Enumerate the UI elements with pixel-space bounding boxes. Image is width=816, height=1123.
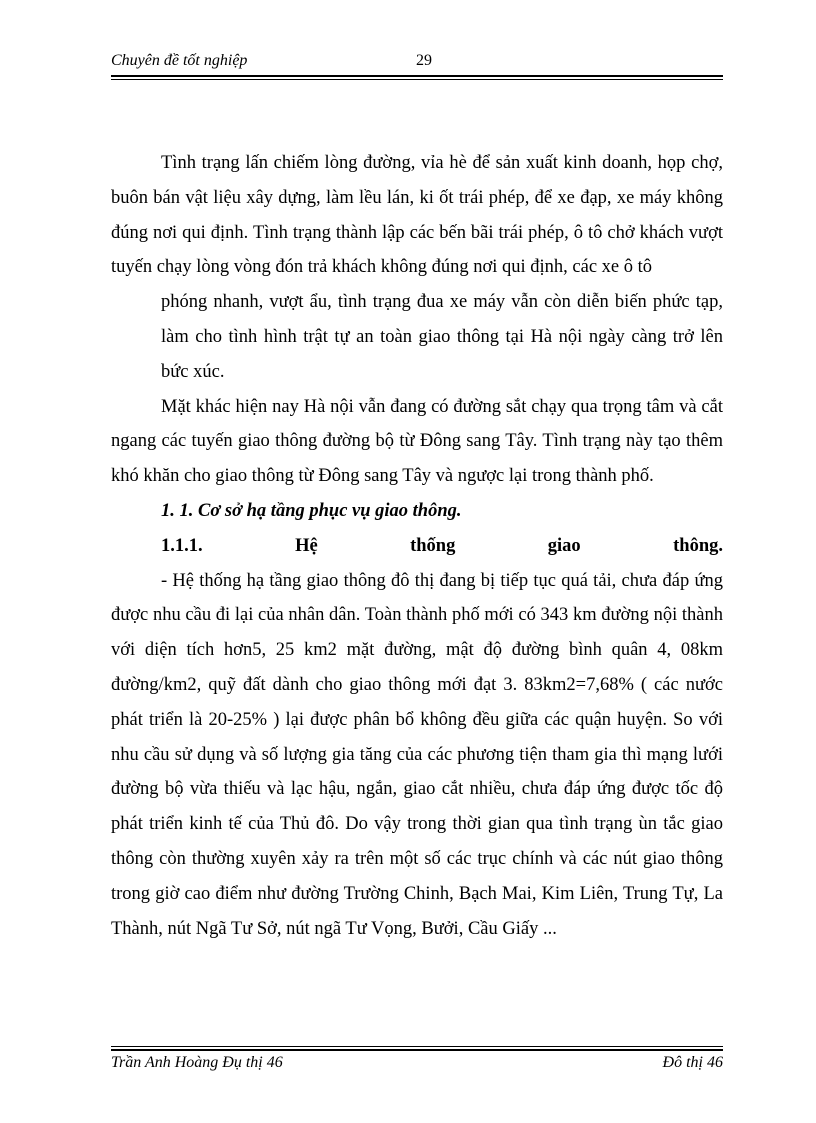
subsection-number: 1.1.1.: [161, 535, 203, 556]
header-title: Chuyên đề tốt nghiệp: [111, 52, 248, 69]
footer-rule-thin: [111, 1046, 723, 1047]
document-body: [111, 146, 723, 946]
paragraph-2: phóng nhanh, vượt ẩu, tình trạng đua xe máy vẫn còn diễn biến phức tạp, làm cho tình hình trật tự an toàn giao thông tại Hà nội ngày càng trở lên bức xúc.: [161, 292, 723, 382]
footer-rule: [111, 1049, 723, 1051]
subsection-heading: [111, 529, 723, 564]
header-rule: [111, 75, 723, 77]
header-rule-thin: [111, 79, 723, 80]
subsection-word: thông.: [673, 535, 723, 556]
paragraph-3: Mặt khác hiện nay Hà nội vẫn đang có đường sắt chạy qua trọng tâm và cắt ngang các tuyến giao thông đường bộ từ Đông sang Tây. Tình trạng này tạo thêm khó khăn cho giao thông từ Đông sang Tây và ngược lại trong thành phố.: [111, 396, 723, 487]
subsection-word: thống: [410, 535, 456, 556]
page-header: [111, 50, 723, 78]
footer-department: Đô thị 46: [662, 1054, 723, 1071]
subsection-word: giao: [547, 535, 581, 556]
subsection-word: Hệ: [295, 535, 318, 556]
header-page-number: 29: [416, 52, 432, 69]
paragraph-4: - Hệ thống hạ tầng giao thông đô thị đang bị tiếp tục quá tải, chưa đáp ứng được nhu cầu đi lại của nhân dân. Toàn thành phố mới có 343 km đường nội thành với diện tích hơn5, 25 km2 mặt đường, mật độ đường bình quân 4, 08km đường/km2, quỹ đất dành cho giao thông mới đạt 3. 83km2=7,68% ( các nước phát triển là 20-25% ) lại được phân bổ không đều giữa các quận huyện. So với nhu cầu sử dụng và số lượng gia tăng của các phương tiện tham gia thì mạng lưới đường bộ vừa thiếu và lạc hậu, ngắn, giao cắt nhiều, chưa đáp ứng được tốc độ phát triển kinh tế của Thủ đô. Do vậy trong thời gian qua tình trạng ùn tắc giao thông còn thường xuyên xảy ra trên một số các trục chính và các nút giao thông trong giờ cao điểm như đường Trường Chinh, Bạch Mai, Kim Liên, Trung Tự, La Thành, nút Ngã Tư Sở, nút ngã Tư Vọng, Bưởi, Cầu Giấy ...: [111, 570, 723, 939]
paragraph-1: Tình trạng lấn chiếm lòng đường, vỉa hè để sản xuất kinh doanh, họp chợ, buôn bán vật liệu xây dựng, làm lều lán, ki ốt trái phép, để xe đạp, xe máy không đúng nơi qui định. Tình trạng thành lập các bến bãi trái phép, ô tô chở khách vượt tuyến chạy lòng vòng đón trả khách không đúng nơi qui định, các xe ô tô: [111, 153, 723, 278]
section-heading: 1. 1. Cơ sở hạ tầng phục vụ giao thông.: [161, 500, 462, 521]
footer-author: Trần Anh Hoàng Đụ thị 46: [111, 1054, 283, 1071]
